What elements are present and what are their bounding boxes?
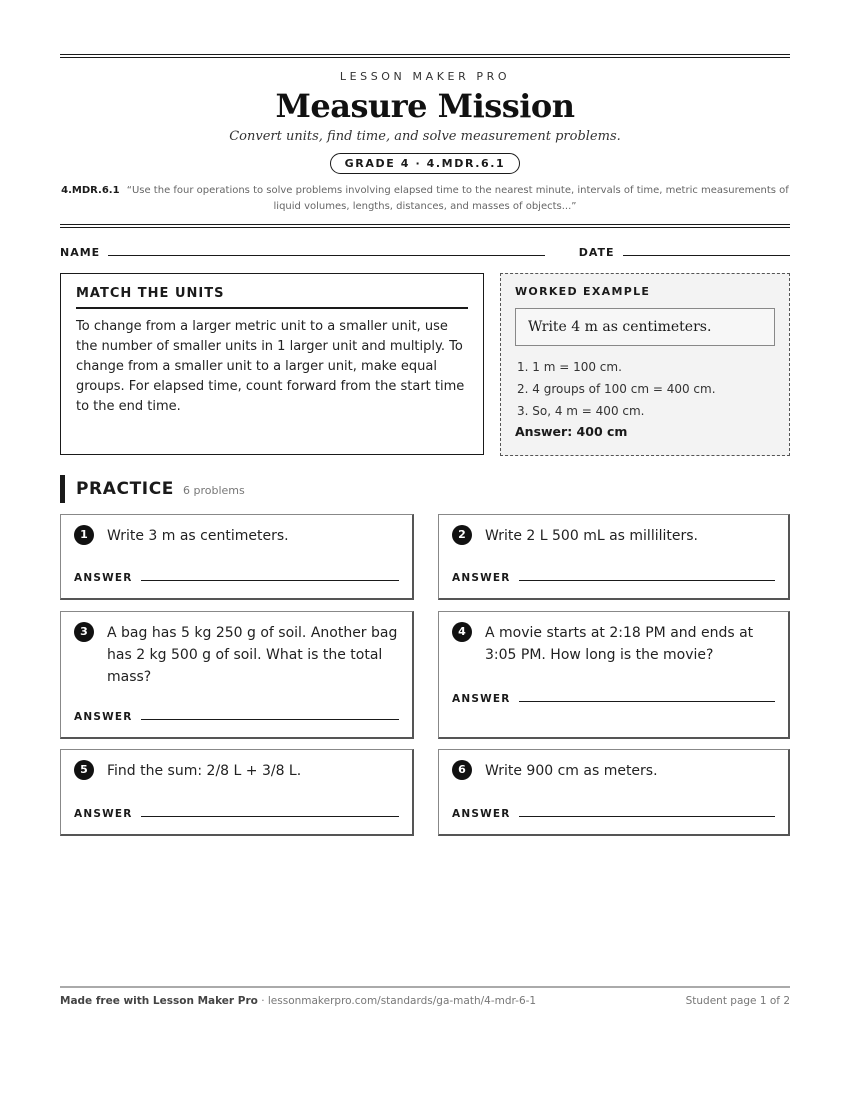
date-label: DATE [578, 246, 615, 259]
problem-text: A movie starts at 2:18 PM and ends at 3:05 PM. How long is the movie? [485, 625, 754, 663]
problem-grid [60, 514, 790, 844]
worked-example-step: 1. 1 m = 100 cm. [517, 360, 622, 374]
header-top-rule [60, 54, 790, 58]
answer-label: ANSWER [452, 572, 511, 584]
name-date-row [60, 246, 790, 259]
answer-row [452, 693, 775, 705]
problem-card-1 [60, 514, 414, 600]
answer-row [452, 808, 775, 820]
footer-credit [60, 995, 536, 1007]
answer-label: ANSWER [74, 572, 133, 584]
answer-label: ANSWER [74, 808, 133, 820]
grade-standard-badge: GRADE 4 · 4.MDR.6.1 [330, 153, 521, 174]
problem-number-badge: 1 [74, 525, 94, 545]
worksheet-page [60, 54, 790, 844]
worked-example-answer: Answer: 400 cm [515, 424, 628, 439]
problem-text: Write 2 L 500 mL as milliliters. [485, 528, 698, 544]
problem-text: Find the sum: 2/8 L + 3/8 L. [107, 763, 302, 779]
name-field[interactable] [108, 254, 545, 256]
problem-number-badge: 5 [74, 760, 94, 780]
answer-label: ANSWER [452, 693, 511, 705]
answer-label: ANSWER [452, 808, 511, 820]
footer-page-number: Student page 1 of 2 [685, 995, 790, 1007]
problem-card-2 [438, 514, 790, 600]
problem-card-3 [60, 611, 414, 739]
name-label: NAME [60, 246, 101, 259]
standard-description [60, 183, 790, 215]
answer-label: ANSWER [74, 711, 133, 723]
match-units-body: To change from a larger metric unit to a smaller unit, use the number of smaller units in 1 larger unit and multiply. To change from a smaller unit to a larger unit, make equal groups. For elapsed time, count forward from the start time to the end time. [76, 319, 465, 414]
footer-made: Made free with Lesson Maker Pro [60, 995, 258, 1007]
worked-example-box [500, 273, 790, 456]
problem-number-badge: 3 [74, 622, 94, 642]
date-field[interactable] [623, 254, 790, 256]
match-units-box [60, 273, 484, 455]
problem-card-4 [438, 611, 790, 739]
problem-text: Write 900 cm as meters. [485, 763, 658, 779]
standard-text: “Use the four operations to solve problems involving elapsed time to the nearest minute, intervals of time, metric measurements of liquid volumes, lengths, distances, and masses of objects...” [126, 185, 789, 212]
problem-text: Write 3 m as centimeters. [107, 528, 289, 544]
practice-heading [60, 475, 790, 503]
standard-code: 4.MDR.6.1 [61, 185, 120, 196]
answer-line-2[interactable] [519, 580, 775, 581]
answer-row [74, 808, 399, 820]
problem-text: A bag has 5 kg 250 g of soil. Another bag has 2 kg 500 g of soil. What is the total mass? [107, 625, 398, 685]
answer-line-3[interactable] [141, 719, 399, 720]
match-units-title: MATCH THE UNITS [76, 286, 468, 309]
worked-example-steps [515, 356, 775, 422]
page-subtitle: Convert units, find time, and solve measurement problems. [229, 129, 621, 144]
answer-line-6[interactable] [519, 816, 775, 817]
practice-count: 6 problems [183, 484, 245, 497]
problem-number-badge: 4 [452, 622, 472, 642]
page-title: Measure Mission [275, 87, 575, 125]
answer-row [74, 711, 399, 723]
worked-example-prompt: Write 4 m as centimeters. [515, 308, 775, 346]
answer-line-5[interactable] [141, 816, 399, 817]
problem-number-badge: 6 [452, 760, 472, 780]
answer-row [452, 572, 775, 584]
answer-line-4[interactable] [519, 701, 775, 702]
footer-url[interactable]: · lessonmakerpro.com/standards/ga-math/4-mdr-6-1 [257, 995, 537, 1007]
practice-title: PRACTICE [76, 479, 174, 499]
problem-number-badge: 2 [452, 525, 472, 545]
answer-line-1[interactable] [141, 580, 399, 581]
problem-card-6 [438, 749, 790, 836]
brand-name: LESSON MAKER PRO [339, 70, 511, 83]
answer-row [74, 572, 399, 584]
problem-card-5 [60, 749, 414, 836]
worked-example-step: 2. 4 groups of 100 cm = 400 cm. [517, 382, 716, 396]
worked-example-step: 3. So, 4 m = 400 cm. [517, 404, 645, 418]
worked-example-title: WORKED EXAMPLE [515, 285, 651, 298]
header-bottom-rule [60, 224, 790, 228]
page-footer [60, 986, 790, 1007]
